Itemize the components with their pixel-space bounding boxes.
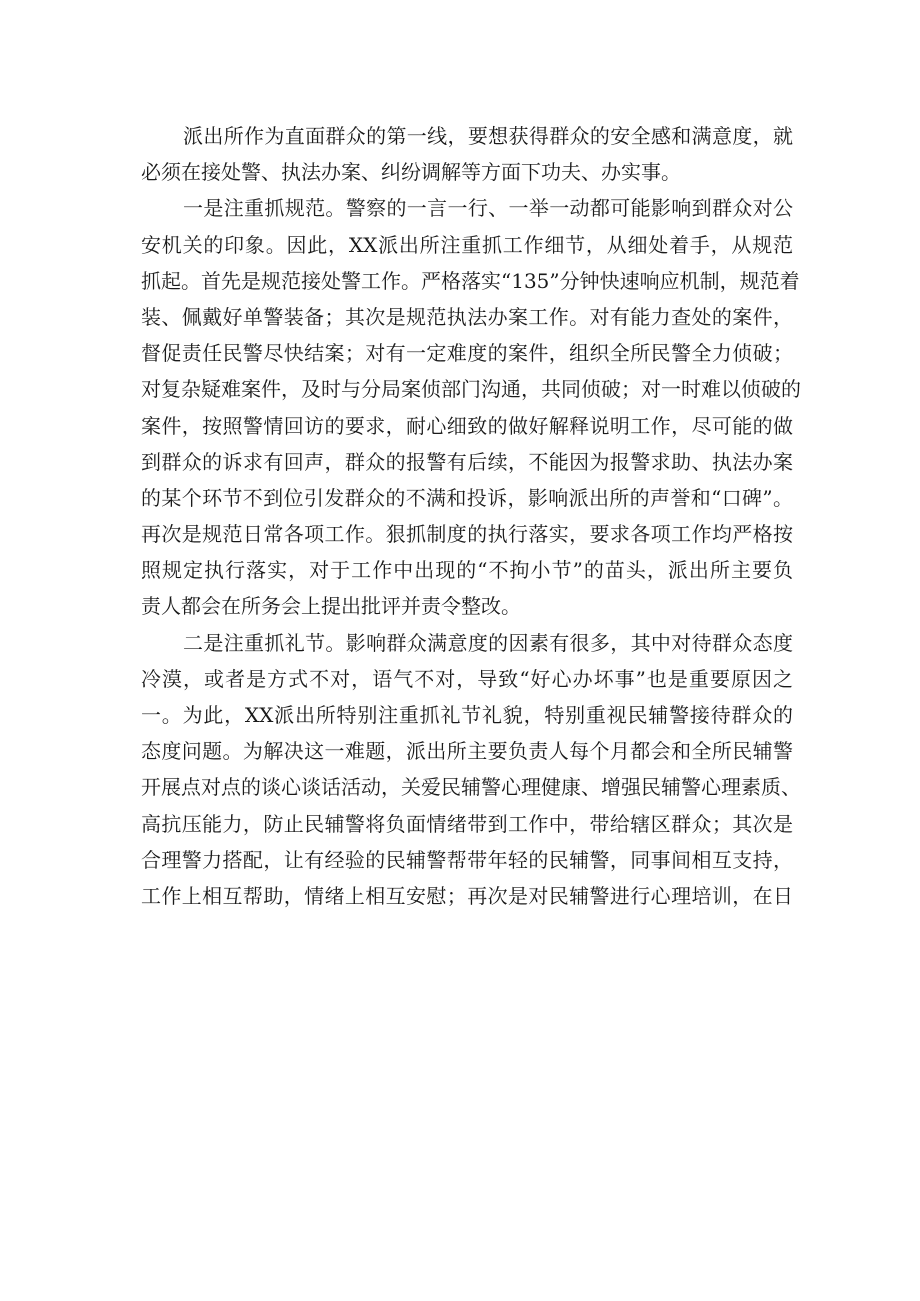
text-line: 案件，按照警情回访的要求，耐心细致的做好解释说明工作，尽可能的做 [141,413,793,438]
text-line: 再次是规范日常各项工作。狠抓制度的执行落实，要求各项工作均严格按 [141,522,793,547]
text-line: 照规定执行落实，对于工作中出现的“不拘小节”的苗头，派出所主要负 [141,558,793,583]
text-line: 必须在接处警、执法办案、纠纷调解等方面下功夫、办实事。 [141,160,681,185]
text-line: 态度问题。为解决这一难题，派出所主要负责人每个月都会和全所民辅警 [141,739,793,764]
text-line: 二是注重抓礼节。影响群众满意度的因素有很多，其中对待群众态度 [183,630,793,655]
text-line: 装、佩戴好单警装备；其次是规范执法办案工作。对有能力查处的案件， [141,304,793,329]
text-line: 到群众的诉求有回声，群众的报警有后续，不能因为报警求助、执法办案 [141,449,793,474]
document-body [141,118,801,914]
text-line: 冷漠，或者是方式不对，语气不对，导致“好心办坏事”也是重要原因之 [141,666,793,691]
text-line: 责人都会在所务会上提出批评并责令整改。 [141,594,521,619]
text-line: 抓起。首先是规范接处警工作。严格落实“135”分钟快速响应机制，规范着 [141,268,800,293]
text-line: 督促责任民警尽快结案；对有一定难度的案件，组织全所民警全力侦破； [141,341,793,366]
text-line: 合理警力搭配，让有经验的民辅警帮带年轻的民辅警，同事间相互支持， [141,847,793,872]
text-line: 高抗压能力，防止民辅警将负面情绪带到工作中，带给辖区群众；其次是 [141,811,793,836]
text-line: 的某个环节不到位引发群众的不满和投诉，影响派出所的声誉和“口碑”。 [141,485,793,510]
text-line: 开展点对点的谈心谈话活动，关爱民辅警心理健康、增强民辅警心理素质、 [141,775,801,800]
paragraph [141,190,801,624]
text-line: 一。为此，XX派出所特别注重抓礼节礼貌，特别重视民辅警接待群众的 [141,703,793,727]
text-line: 工作上相互帮助，情绪上相互安慰；再次是对民辅警进行心理培训，在日 [141,883,793,908]
text-line: 一是注重抓规范。警察的一言一行、一举一动都可能影响到群众对公 [183,196,793,221]
text-line: 安机关的印象。因此，XX派出所注重抓工作细节，从细处着手，从规范 [141,232,793,257]
paragraph [141,625,801,915]
paragraph [141,118,793,190]
text-line: 派出所作为直面群众的第一线，要想获得群众的安全感和满意度，就 [183,124,793,148]
text-line: 对复杂疑难案件，及时与分局案侦部门沟通，共同侦破；对一时难以侦破的 [141,377,801,402]
